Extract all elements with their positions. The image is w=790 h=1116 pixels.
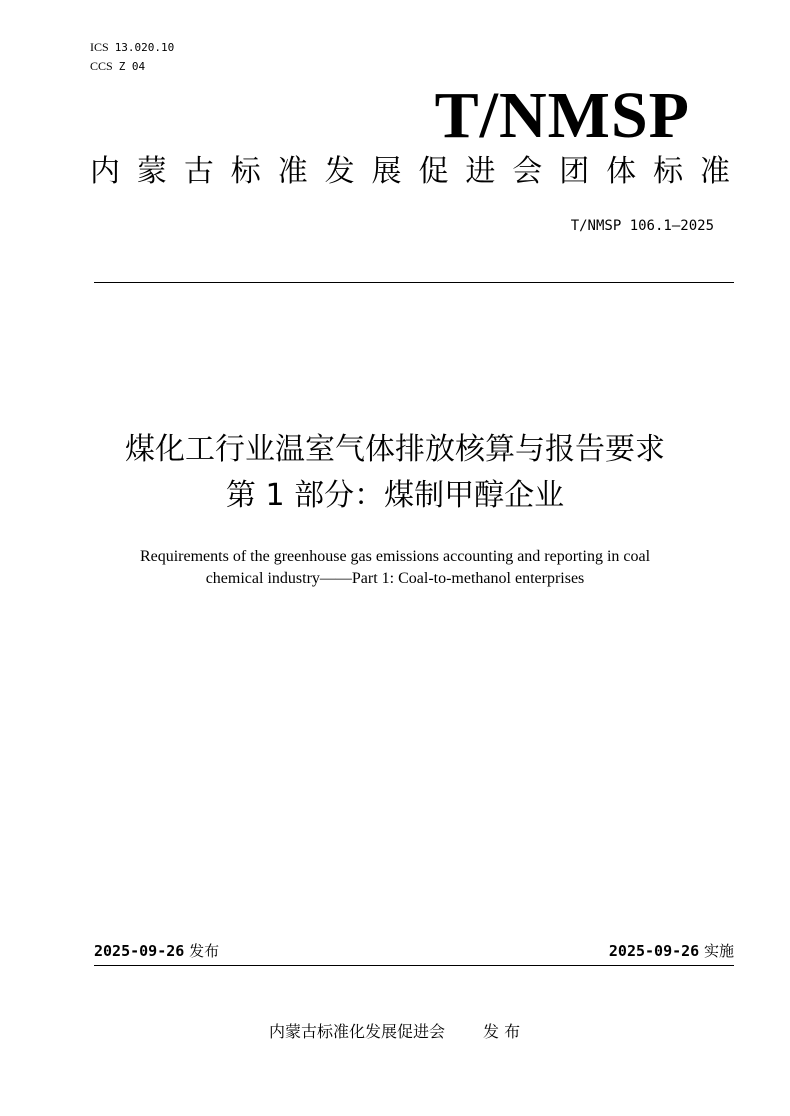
ics-code bbox=[90, 40, 174, 55]
org-title-char: 展 bbox=[371, 154, 402, 189]
org-title-char: 发 bbox=[324, 154, 355, 189]
publish-date-label: 发布 bbox=[189, 942, 220, 960]
title-en-line1: Requirements of the greenhouse gas emissions accounting and reporting in coal bbox=[139, 548, 651, 565]
title-en-line2: chemical industry——Part 1: Coal-to-methanol enterprises bbox=[205, 570, 585, 587]
ccs-value: Z 04 bbox=[118, 60, 146, 73]
publish-date-value: 2025-09-26 bbox=[94, 942, 185, 960]
org-title-char: 进 bbox=[465, 154, 496, 189]
org-title-char: 体 bbox=[606, 154, 637, 189]
publisher-name: 内蒙古标准化发展促进会 bbox=[269, 1022, 446, 1041]
standard-brand-code: T/NMSP bbox=[434, 79, 690, 152]
org-title-char: 内 bbox=[90, 154, 120, 189]
header-divider bbox=[94, 282, 734, 283]
implement-date bbox=[609, 941, 734, 961]
footer-divider bbox=[94, 965, 734, 966]
implement-date-label: 实施 bbox=[703, 942, 734, 960]
publish-date bbox=[94, 941, 219, 961]
publisher-line bbox=[269, 1021, 520, 1043]
ics-value: 13.020.10 bbox=[114, 41, 175, 54]
ccs-code bbox=[90, 59, 145, 74]
ccs-label: CCS bbox=[90, 59, 113, 73]
title-cn-line1: 煤化工行业温室气体排放核算与报告要求 bbox=[125, 432, 665, 467]
org-title-char: 标 bbox=[230, 154, 261, 189]
standard-number: T/NMSP 106.1—2025 bbox=[570, 218, 714, 234]
org-title-char: 标 bbox=[653, 154, 684, 189]
title-cn-line2: 第 1 部分：煤制甲醇企业 bbox=[225, 478, 565, 513]
org-title-char: 古 bbox=[183, 154, 214, 189]
publisher-action: 发 布 bbox=[483, 1022, 521, 1041]
org-title-char: 蒙 bbox=[136, 154, 167, 189]
org-title-char: 会 bbox=[512, 154, 543, 189]
org-title-char: 准 bbox=[699, 154, 730, 189]
org-title-char: 团 bbox=[559, 154, 590, 189]
ics-label: ICS bbox=[90, 40, 109, 54]
org-title-char: 准 bbox=[277, 154, 308, 189]
org-title-char: 促 bbox=[418, 154, 449, 189]
implement-date-value: 2025-09-26 bbox=[608, 942, 700, 960]
organization-title bbox=[90, 152, 730, 192]
